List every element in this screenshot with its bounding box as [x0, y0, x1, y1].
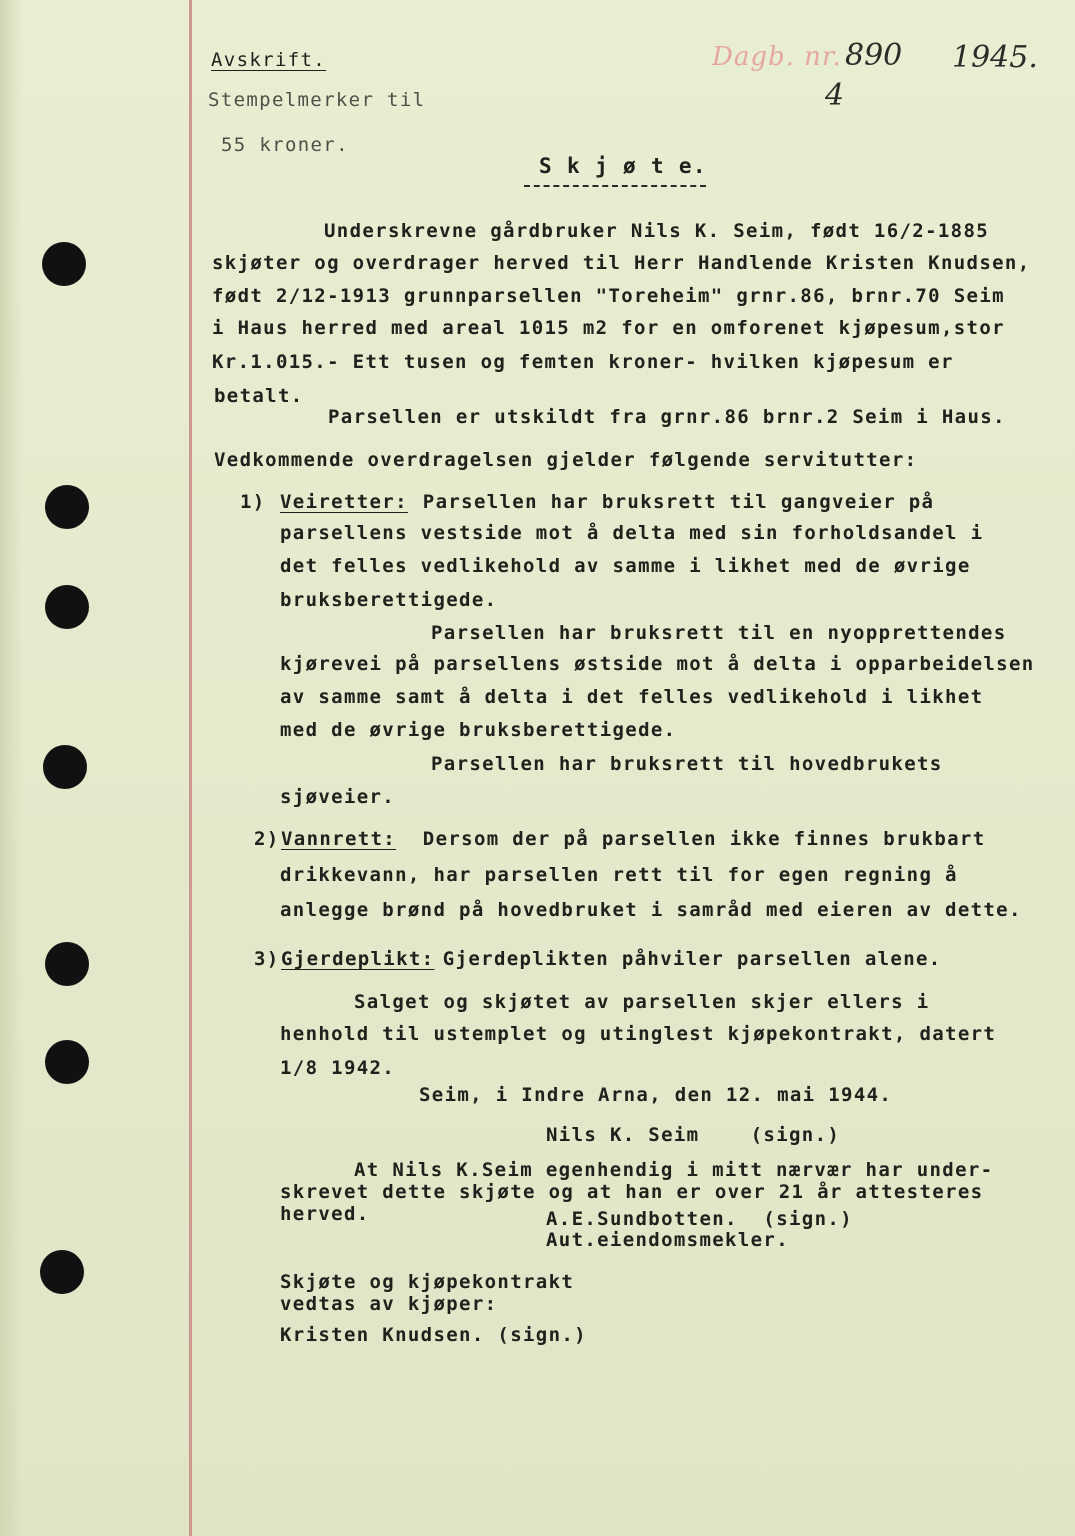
body-line: Parsellen har bruksrett til gangveier på	[410, 491, 935, 513]
body-line: Parsellen har bruksrett til hovedbrukets	[431, 753, 943, 775]
heading-avskrift: Avskrift.	[211, 49, 327, 71]
year: 1945.	[952, 40, 1038, 75]
body-line: parsellens vestside mot å delta med sin forholdsandel i	[280, 522, 984, 544]
margin-rule	[189, 0, 192, 1536]
punch-hole	[40, 1250, 84, 1294]
item-heading-veiretter: Veiretter:	[280, 491, 408, 513]
body-line: Vedkommende overdragelsen gjelder følgende servitutter:	[214, 449, 918, 471]
signature-title: Aut.eiendomsmekler.	[546, 1229, 789, 1251]
body-line: i Haus herred med areal 1015 m2 for en omforenet kjøpesum,stor	[212, 317, 1005, 339]
body-line: kjørevei på parsellens østside mot å delta i opparbeidelsen	[280, 653, 1035, 675]
item-number: 1)	[240, 491, 279, 513]
body-line: herved.	[280, 1203, 370, 1225]
signature-line: A.E.Sundbotten. (sign.)	[546, 1208, 853, 1230]
signature-line: Kristen Knudsen. (sign.)	[280, 1324, 587, 1346]
body-line: det felles vedlikehold av samme i likhet med de øvrige	[280, 555, 971, 577]
body-line: Kr.1.015.- Ett tusen og femten kroner- hvilken kjøpesum er	[212, 351, 954, 373]
place-date-line: Seim, i Indre Arna, den 12. mai 1944.	[419, 1084, 893, 1106]
body-line: drikkevann, har parsellen rett til for egen regning å	[280, 864, 958, 886]
body-line: skjøter og overdrager herved til Herr Handlende Kristen Knudsen,	[212, 252, 1031, 274]
page-edge-shadow	[0, 0, 22, 1536]
signature-line: Nils K. Seim (sign.)	[546, 1124, 841, 1146]
page-title: S k j ø t e.	[539, 154, 707, 178]
item-number: 2)	[254, 828, 280, 850]
item-heading-vannrett: Vannrett:	[281, 828, 397, 850]
body-line: betalt.	[214, 385, 304, 407]
body-line: 1/8 1942.	[280, 1057, 396, 1079]
punch-hole	[45, 485, 89, 529]
body-line: sjøveier.	[280, 786, 396, 808]
item-number: 3)	[254, 948, 280, 970]
body-line: av samme samt å delta i det felles vedlikehold i likhet	[280, 686, 984, 708]
punch-hole	[45, 585, 89, 629]
body-line: Underskrevne gårdbruker Nils K. Seim, født 16/2-1885	[324, 220, 990, 242]
body-line: At Nils K.Seim egenhendig i mitt nærvær har under-	[354, 1159, 994, 1181]
body-line: henhold til ustemplet og utinglest kjøpekontrakt, datert	[280, 1023, 997, 1045]
body-line: Salget og skjøtet av parsellen skjer ellers i	[354, 991, 930, 1013]
body-line: anlegge brønd på hovedbruket i samråd med eieren av dette.	[280, 899, 1022, 921]
body-line: Skjøte og kjøpekontrakt	[280, 1271, 575, 1293]
body-line: med de øvrige bruksberettigede.	[280, 719, 677, 741]
body-line: vedtas av kjøper:	[280, 1293, 498, 1315]
item-heading-gjerdeplikt: Gjerdeplikt:	[281, 948, 435, 970]
title-underline	[524, 185, 706, 187]
page-marker: 4	[825, 78, 845, 113]
body-line: Dersom der på parsellen ikke finnes brukbart	[410, 828, 986, 850]
body-line: bruksberettigede.	[280, 589, 498, 611]
punch-hole	[45, 942, 89, 986]
punch-hole	[43, 745, 87, 789]
punch-hole	[45, 1040, 89, 1084]
kroner-note: 55 kroner.	[221, 134, 349, 156]
dagbok-stamp: Dagb. nr.	[712, 42, 842, 72]
dagbok-number: 890	[845, 38, 903, 73]
punch-hole	[42, 242, 86, 286]
body-line: Parsellen er utskildt fra grnr.86 brnr.2 Seim i Haus.	[328, 406, 1006, 428]
body-line: Gjerdeplikten påhviler parsellen alene.	[430, 948, 942, 970]
stamp-marks-note: Stempelmerker til	[208, 89, 426, 111]
body-line: skrevet dette skjøte og at han er over 21 år attesteres	[280, 1181, 984, 1203]
body-line: Parsellen har bruksrett til en nyopprettendes	[431, 622, 1007, 644]
body-line: født 2/12-1913 grunnparsellen "Toreheim" grnr.86, brnr.70 Seim	[212, 285, 1005, 307]
